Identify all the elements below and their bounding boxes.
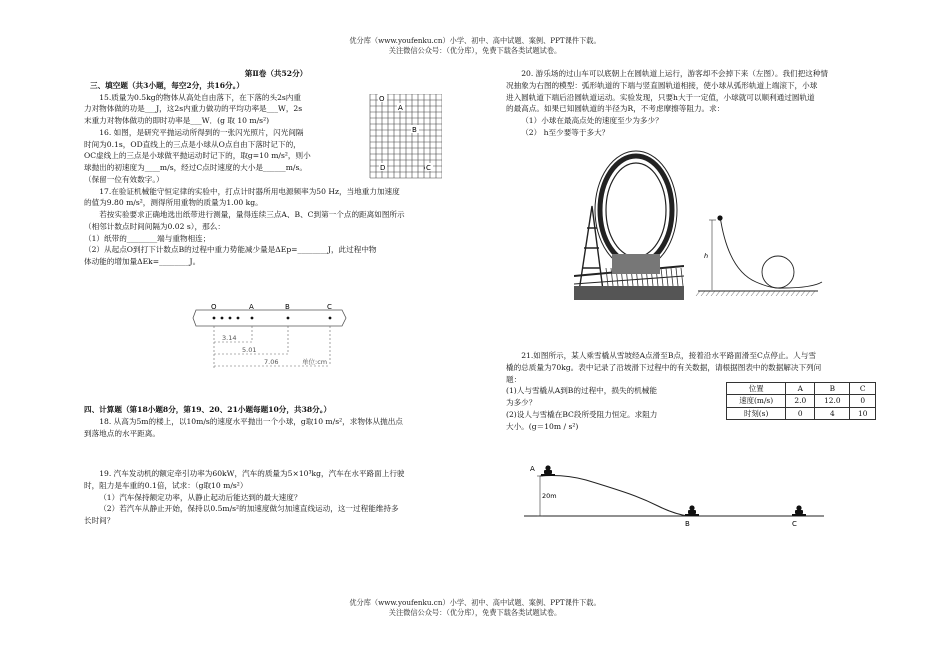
height-label: h <box>704 252 709 260</box>
ball <box>717 215 722 220</box>
tape-label-a: A <box>249 303 254 311</box>
tape-label-c: C <box>327 303 332 311</box>
page-header <box>0 36 950 55</box>
footer-line-1: 优分库（www.youfenku.cn）小学、初中、高中试题、案例、PPT课件下载。 <box>349 598 601 607</box>
header-line-2: 关注微信公众号：（优分库），免费下载各类试题试卷。 <box>388 45 562 55</box>
slope-label-a: A <box>530 465 535 473</box>
slope-label-b: B <box>685 520 690 528</box>
tape-distance-a: 3.14 <box>222 334 237 342</box>
question-17: 17.在验证机械能守恒定律的实验中，打点计时器所用电源频率为50 Hz，当地重力加速度 的值为9.80 m/s²，测得所用重物的质量为1.00 kg。 若按实验要求正确地选出纸带进行测量，量得连续三点A、B、C到第一个点的距离如图所示 （相邻计数点时间间隔为0.02 s），那么： （1）纸带的________端与重物相连； （2）从起点O到打下计数点B的过程中重力势能减少量是ΔEp=________J，此过程中物 体动能的增加量ΔEk=________J。 <box>84 186 405 267</box>
data-table <box>726 382 876 420</box>
calc-section-title: 四、计算题（第18小题8分，第19、20、21小题每题10分，共38分。） <box>84 405 332 414</box>
label-d: D <box>380 164 386 172</box>
label-o: O <box>379 95 385 103</box>
calc-section <box>84 404 468 439</box>
question-19: 19. 汽车发动机的额定牵引功率为60kW，汽车的质量为5×10³kg，汽车在水平路面上行驶 时，阻力是车重的0.1倍，试求：（g取10 m/s²） （1）汽车保持额定功率，从静止起动后能达到的最大速度？ （2）若汽车从静止开始，保持以0.5m/s²的加速度做匀加速直线运动，这一过程能维持多 长时间？ <box>84 469 405 526</box>
page-footer <box>0 598 950 617</box>
question-21: 21.如图所示，某人乘雪橇从雪坡经A点滑至B点，接着沿水平路面滑至C点停止。人与雪 橇的总质量为70kg。表中记录了沿坡滑下过程中的有关数据，请根据图表中的数据解决下列问 题： (1)人与雪橇从A到B的过程中，损失的机械能 为多少？ (2)设人与雪橇在BC段所受阻力恒定。求阻力 大小。(g＝10m / s²) <box>506 351 822 431</box>
table-row: 时刻(s) 0 4 10 <box>727 407 876 419</box>
footer-line-2: 关注微信公众号：（优分库），免费下载各类试题试卷。 <box>388 607 562 617</box>
tape-distance-b: 5.01 <box>242 346 257 354</box>
question-20: 20. 游乐场的过山车可以底朝上在圆轨道上运行，游客却不会掉下来（左图）。我们把这种情 况抽象为右图的模型：弧形轨道的下端与竖直圆轨道相接，使小球从弧形轨道上端滚下，小球 进入圆轨道下端后沿圆轨道运动。实验发现，只要h大于一定值，小球就可以顺利通过圆轨道 的最高点。如果已知圆轨道的半径为R，不考虑摩擦等阻力。求： （1）小球在最高点处的速度至少为多少？ （2） h至少要等于多大？ <box>506 69 829 137</box>
paper-tape-diagram <box>192 302 352 370</box>
sled-rider-b <box>685 505 699 516</box>
tape-unit: 单位:cm <box>302 358 328 366</box>
slope-label-c: C <box>792 520 797 528</box>
section-title: 第Ⅱ卷（共52分） <box>244 69 308 78</box>
loop-track-diagram <box>694 210 824 300</box>
flash-photo-grid <box>366 94 442 180</box>
roller-coaster-photo <box>574 148 684 300</box>
fill-section-title: 三、填空题（共3小题，每空2分，共16分。） <box>90 80 245 90</box>
table-row: 速度(m/s) 2.0 12.0 0 <box>727 395 876 407</box>
question-15: 15.质量为0.5kg的物体从高处自由落下，在下落的头2s内重 力对物体做的功是___J，这2s内重力做功的平均功率是___W，2s 末重力对物体做功的即时功率是___W．(g 取 10 m/s²) <box>84 92 303 126</box>
question-16: 16. 如图，是研究平抛运动所得到的一张闪光照片，闪光间隔 时间为0.1s，OD直线上的三点是小球从O点自由下落时记下的， OC虚线上的三点是小球做平抛运动时记下的，取g=10 m/s²，则小 球抛出的初速度为____m/s，经过C点时速度的大小是______m/s。 （保留一位有效数字。） <box>84 127 311 184</box>
tape-label-b: B <box>285 303 290 311</box>
sled-rider-c <box>792 505 806 516</box>
slope-diagram <box>524 462 826 530</box>
question-18: 18. 从高为5m的楼上，以10m/s的速度水平抛出一个小球，g取10 m/s²，求物体从抛出点 到落地点的水平距离。 <box>84 416 403 438</box>
label-c: C <box>426 164 431 172</box>
label-a: A <box>398 104 403 112</box>
tape-distance-c: 7.06 <box>264 358 279 366</box>
sled-rider-a <box>541 465 555 476</box>
slope-height: 20m <box>542 492 557 500</box>
label-b: B <box>412 126 417 134</box>
header-line-1: 优分库（www.youfenku.cn）小学、初中、高中试题、案例、PPT课件下载。 <box>349 36 601 45</box>
tape-label-o: O <box>211 303 217 311</box>
table-header-row: 位置 A B C <box>727 383 876 395</box>
